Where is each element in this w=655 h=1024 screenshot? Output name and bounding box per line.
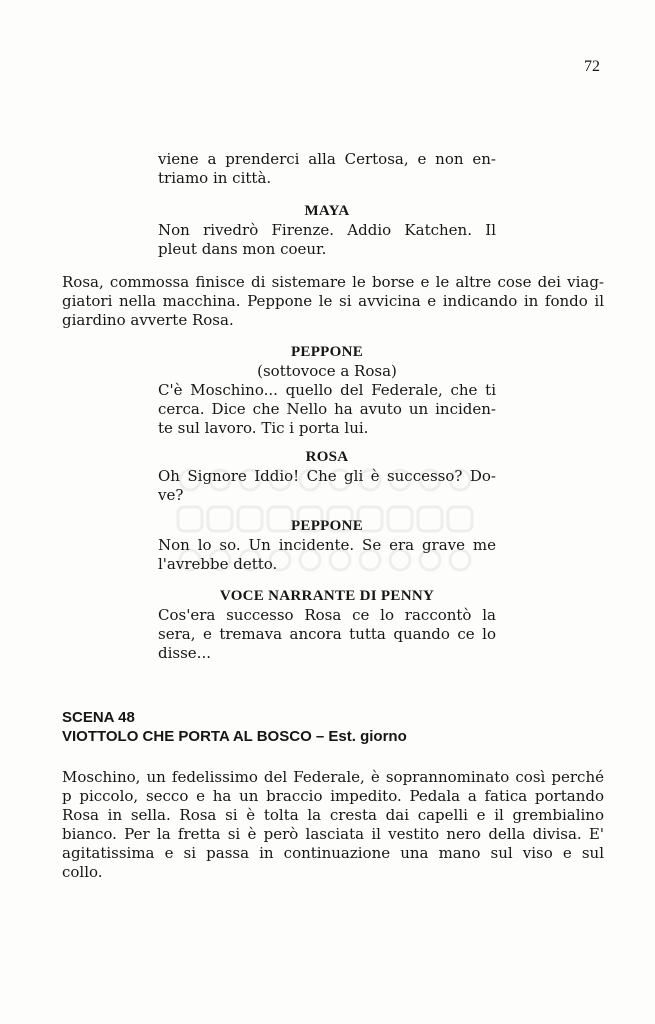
dialogue-maya [158, 202, 496, 259]
dialogue-line: disse... [158, 644, 211, 662]
action-line: collo. [62, 863, 103, 881]
dialogue-line: sera, e tremava ancora tutta quando ce lo [158, 625, 496, 643]
dialogue-line: pleut dans mon coeur. [158, 240, 327, 258]
dialogue-peppone-2 [158, 517, 496, 574]
action-line: agitatissima e si passa in continuazione una mano sul viso e sul [62, 844, 604, 862]
speaker-name: ROSA [305, 449, 349, 465]
dialogue-line: C'è Moschino... quello del Federale, che ti [158, 381, 496, 399]
speaker-name: VOCE NARRANTE DI PENNY [219, 588, 435, 604]
dialogue-line: ve? [158, 486, 184, 504]
dialogue-rosa [158, 448, 496, 505]
action-line: Rosa, commossa finisce di sistemare le borse e le altre cose dei viag- [62, 273, 604, 291]
dialogue-line: Non rivedrò Firenze. Addio Katchen. Il [158, 221, 496, 239]
dialogue-line: Oh Signore Iddio! Che gli è successo? Do- [158, 467, 496, 485]
scene-description [62, 768, 604, 882]
action-line: giardino avverte Rosa. [62, 311, 234, 329]
parenthetical: (sottovoce a Rosa) [257, 362, 397, 380]
scene-heading [62, 708, 602, 746]
dialogue-voce-narrante [158, 587, 496, 663]
dialogue-continuation [158, 150, 496, 188]
dialogue-peppone-1 [158, 343, 496, 438]
page-number: 72 [584, 58, 600, 75]
dialogue-line: viene a prenderci alla Certosa, e non en- [158, 150, 496, 168]
speaker-name: PEPPONE [290, 344, 364, 360]
action-line: p piccolo, secco e ha un braccio impedito. Pedala a fatica portando [62, 787, 604, 805]
action-line: Rosa in sella. Rosa si è tolta la cresta dai capelli e il grembialino [62, 806, 604, 824]
scene-number: SCENA 48 [62, 709, 135, 726]
dialogue-line: triamo in città. [158, 169, 272, 187]
dialogue-line: te sul lavoro. Tic i porta lui. [158, 419, 369, 437]
action-line: bianco. Per la fretta si è però lasciata il vestito nero della divisa. E' [62, 825, 604, 843]
speaker-name: MAYA [304, 203, 350, 219]
action-line: Moschino, un fedelissimo del Federale, è soprannominato così perché [62, 768, 604, 786]
dialogue-line: Non lo so. Un incidente. Se era grave me [158, 536, 496, 554]
scene-title: VIOTTOLO CHE PORTA AL BOSCO – Est. giorno [62, 728, 407, 745]
dialogue-line: cerca. Dice che Nello ha avuto un inciden- [158, 400, 496, 418]
action-line: giatori nella macchina. Peppone le si avvicina e indicando in fondo il [62, 292, 604, 310]
action-paragraph [62, 273, 604, 330]
speaker-name: PEPPONE [290, 518, 364, 534]
dialogue-line: Cos'era successo Rosa ce lo raccontò la [158, 606, 496, 624]
dialogue-line: l'avrebbe detto. [158, 555, 278, 573]
